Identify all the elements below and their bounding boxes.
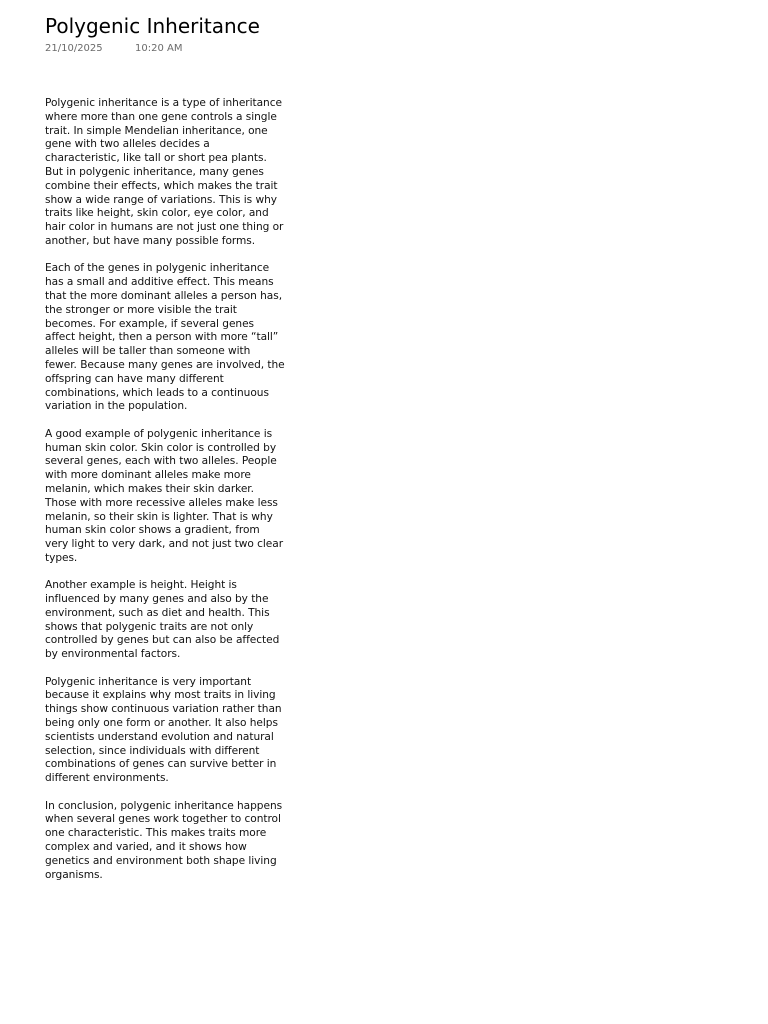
paragraph: A good example of polygenic inheritance is human skin color. Skin color is controlled by several genes, each with two alleles. People with more dominant alleles make more melanin, which makes their skin darker. Those with more recessive alleles make less melanin, so their skin is lighter. That is why human skin color shows a gradient, from very light to very dark, and not just two clear types. <box>45 427 284 564</box>
paragraph: In conclusion, polygenic inheritance happens when several genes work together to control one characteristic. This makes traits more complex and varied, and it shows how genetics and environment both shape living organisms. <box>45 799 283 881</box>
paragraph: Polygenic inheritance is very important because it explains why most traits in living things show continuous variation rather than being only one form or another. It also helps scientists understand evolution and natural selection, since individuals with different combinations of genes can survive better in different environments. <box>45 675 282 785</box>
paragraph: Each of the genes in polygenic inheritance has a small and additive effect. This means that the more dominant alleles a person has, the stronger or more visible the trait becomes. For example, if several genes affect height, then a person with more “tall” alleles will be taller than someone with fewer. Because many genes are involved, the offspring can have many different combinations, which leads to a continuous variation in the population. <box>45 262 285 413</box>
note-metadata <box>45 43 285 55</box>
paragraph: Polygenic inheritance is a type of inheritance where more than one gene controls a single trait. In simple Mendelian inheritance, one gene with two alleles decides a characteristic, like tall or short pea plants. But in polygenic inheritance, many genes combine their effects, which makes the trait show a wide range of variations. This is why traits like height, skin color, eye color, and hair color in humans are not just one thing or another, but have many possible forms. <box>45 97 284 247</box>
note-title[interactable]: Polygenic Inheritance <box>45 14 260 38</box>
note-body[interactable] <box>45 97 285 882</box>
note-date: 21/10/2025 <box>45 43 103 54</box>
note-time: 10:20 AM <box>135 43 183 54</box>
note <box>45 14 285 896</box>
paragraph: Another example is height. Height is influenced by many genes and also by the environment, such as diet and health. This shows that polygenic traits are not only controlled by genes but can also be affected by environmental factors. <box>45 579 280 661</box>
